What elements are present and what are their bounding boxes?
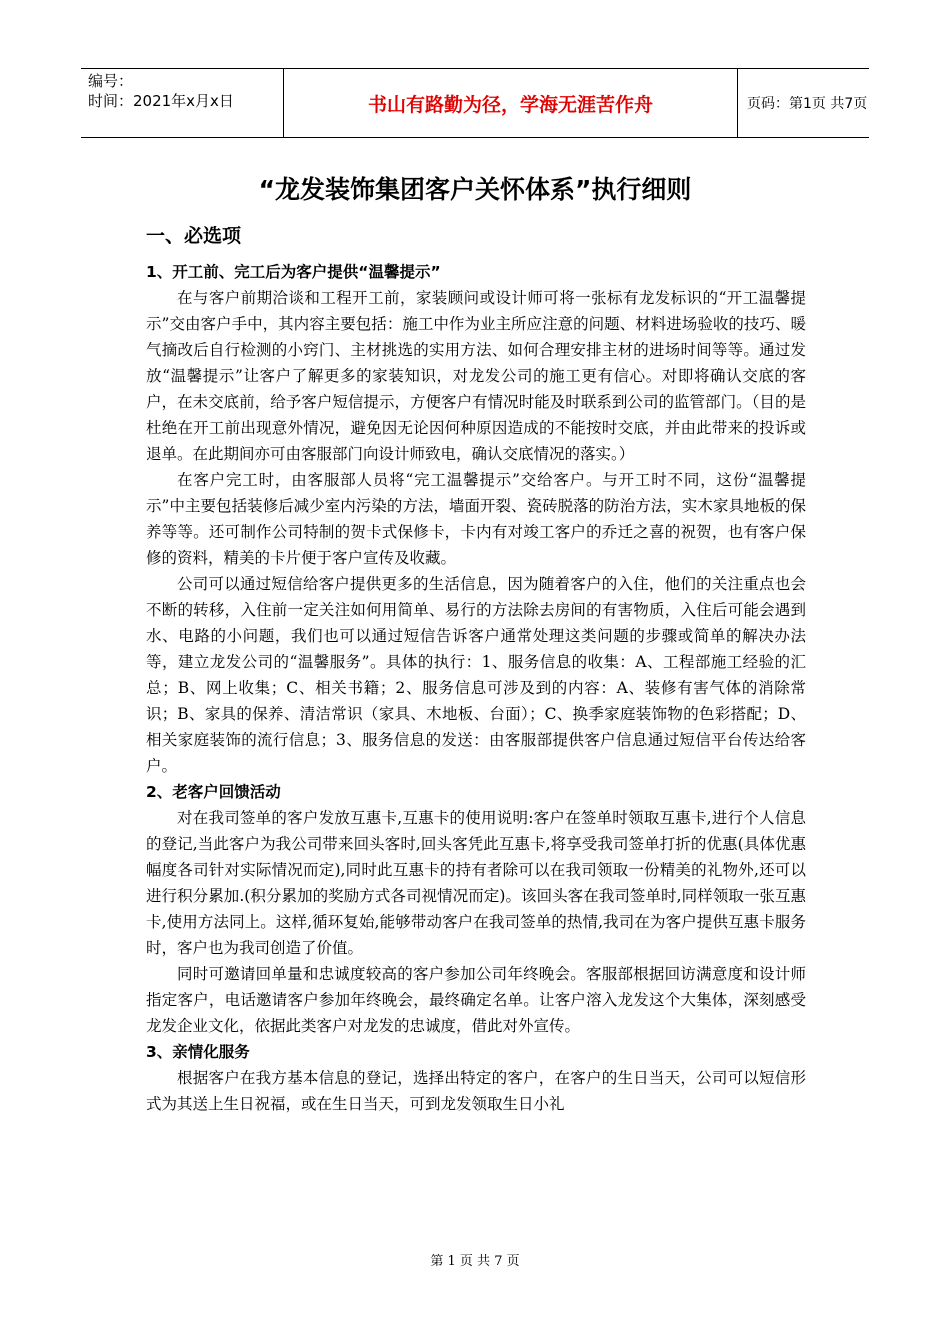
- header-table: [81, 68, 869, 138]
- paragraph: 在与客户前期洽谈和工程开工前，家装顾问或设计师可将一张标有龙发标识的“开工温馨提示”交由客户手中，其内容主要包括：施工中作为业主所应注意的问题、材料进场验收的技巧、暖气摘改后自行检测的小窍门、主材挑选的实用方法、如何合理安排主材的进场时间等等。通过发放“温馨提示”让客户了解更多的家装知识，对龙发公司的施工更有信心。对即将确认交底的客户，在未交底前，给予客户短信提示，方便客户有情况时能及时联系到公司的监管部门。（目的是杜绝在开工前出现意外情况，避免因无论因何种原因造成的不能按时交底，并由此带来的投诉或退单。在此期间亦可由客服部门向设计师致电，确认交底情况的落实。）: [146, 289, 806, 463]
- page-number-label: 页码：第1页 共7页: [747, 96, 868, 112]
- date-label: 时间：2021年x月x日: [88, 92, 234, 110]
- paragraph: 同时可邀请回单量和忠诚度较高的客户参加公司年终晚会。客服部根据回访满意度和设计师指定客户，电话邀请客户参加年终晚会，最终确定名单。让客户溶入龙发这个大集体，深刻感受龙发企业文化，依据此类客户对龙发的忠诚度，借此对外宣传。: [146, 965, 806, 1035]
- document-title: “龙发装饰集团客户关怀体系”执行细则: [258, 175, 692, 204]
- section-heading: 一、必选项: [146, 225, 242, 247]
- paragraph: 对在我司签单的客户发放互惠卡,互惠卡的使用说明:客户在签单时领取互惠卡,进行个人信息的登记,当此客户为我公司带来回头客时,回头客凭此互惠卡,将享受我司签单打折的优惠(具体优惠幅度各司针对实际情况而定),同时此互惠卡的持有者除可以在我司领取一份精美的礼物外,还可以进行积分累加.(积分累加的奖励方式各司视情况而定)。该回头客在我司签单时,同样领取一张互惠卡,使用方法同上。这样,循环复始,能够带动客户在我司签单的热情,我司在为客户提供互惠卡服务时，客户也为我司创造了价值。: [146, 809, 806, 957]
- motto: 书山有路勤为径，学海无涯苦作舟: [284, 69, 738, 137]
- document-body: [146, 221, 806, 1117]
- header-info-cell: [81, 69, 284, 137]
- page-footer: 第 1 页 共 7 页: [430, 1254, 520, 1269]
- item-heading: 3、亲情化服务: [146, 1043, 250, 1061]
- paragraph: 公司可以通过短信给客户提供更多的生活信息，因为随着客户的入住，他们的关注重点也会不断的转移，入住前一定关注如何用简单、易行的方法除去房间的有害物质，入住后可能会遇到水、电路的小问题，我们也可以通过短信告诉客户通常处理这类问题的步骤或简单的解决办法等，建立龙发公司的“温馨服务”。具体的执行：1、服务信息的收集：A、工程部施工经验的汇总；B、网上收集；C、相关书籍；2、服务信息可涉及到的内容：A、装修有害气体的消除常识；B、家具的保养、清洁常识（家具、木地板、台面）；C、换季家庭装饰物的色彩搭配；D、相关家庭装饰的流行信息；3、服务信息的发送：由客服部提供客户信息通过短信平台传达给客户。: [146, 575, 806, 775]
- paragraph: 在客户完工时，由客服部人员将“完工温馨提示”交给客户。与开工时不同，这份“温馨提示”中主要包括装修后减少室内污染的方法，墙面开裂、瓷砖脱落的防治方法，实木家具地板的保养等等。还可制作公司特制的贺卡式保修卡，卡内有对竣工客户的乔迁之喜的祝贺，也有客户保修的资料，精美的卡片便于客户宣传及收藏。: [146, 471, 806, 567]
- paragraph: 根据客户在我方基本信息的登记，选择出特定的客户，在客户的生日当天，公司可以短信形式为其送上生日祝福，或在生日当天，可到龙发领取生日小礼: [146, 1069, 806, 1113]
- number-label: 编号：: [88, 72, 134, 90]
- item-heading: 2、老客户回馈活动: [146, 783, 281, 801]
- item-heading: 1、开工前、完工后为客户提供“温馨提示”: [146, 263, 441, 281]
